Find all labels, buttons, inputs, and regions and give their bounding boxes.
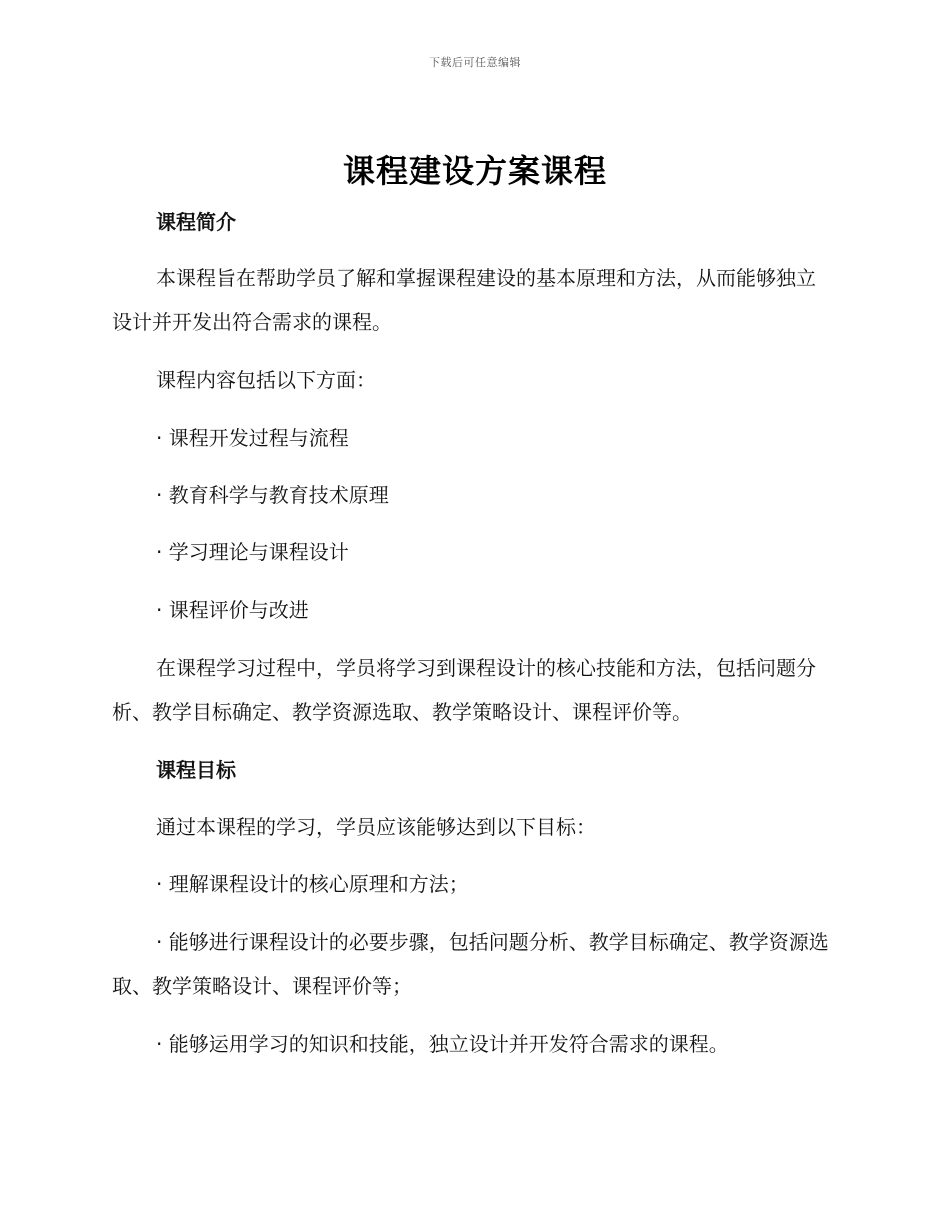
document-title: 课程建设方案课程	[342, 152, 607, 190]
section-heading-intro: 课程简介	[156, 210, 236, 234]
content-list-item: · 课程评价与改进	[156, 598, 309, 622]
header-note: 下载后可任意编辑	[429, 56, 521, 69]
section-heading-goals: 课程目标	[156, 758, 236, 782]
content-list-item: · 课程开发过程与流程	[156, 426, 349, 450]
content-list-item: · 教育科学与教育技术原理	[156, 483, 389, 507]
goal-list-item: · 能够进行课程设计的必要步骤，包括问题分析、教学目标确定、教学资源选取、教学策略设计、课程评价等；	[112, 930, 829, 998]
goals-lead: 通过本课程的学习，学员应该能够达到以下目标：	[156, 815, 596, 839]
goal-list-item: · 理解课程设计的核心原理和方法；	[156, 872, 469, 896]
intro-paragraph: 本课程旨在帮助学员了解和掌握课程建设的基本原理和方法，从而能够独立设计并开发出符合需求的课程。	[112, 266, 816, 334]
content-list-item: · 学习理论与课程设计	[156, 540, 349, 564]
content-lead: 课程内容包括以下方面：	[156, 368, 376, 392]
process-paragraph: 在课程学习过程中，学员将学习到课程设计的核心技能和方法，包括问题分析、教学目标确定、教学资源选取、教学策略设计、课程评价等。	[112, 656, 816, 724]
goal-list-item: · 能够运用学习的知识和技能，独立设计并开发符合需求的课程。	[156, 1032, 729, 1056]
